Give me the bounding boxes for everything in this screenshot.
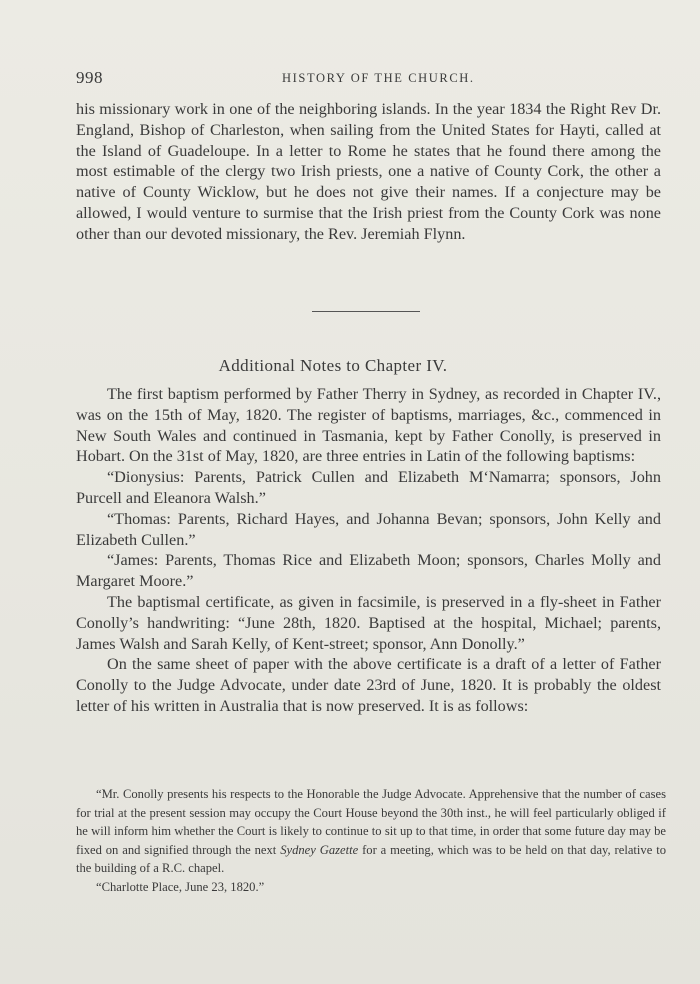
continuation-paragraph-block [76, 99, 661, 245]
baptism-entry-james: “James: Parents, Thomas Rice and Elizabeth Moon; sponsors, Charles Molly and Margaret Moore.” [76, 551, 661, 591]
section-title-block [0, 356, 700, 376]
notes-paragraph-2: The baptismal certificate, as given in facsimile, is preserved in a fly-sheet in Father Conolly’s handwriting: “June 28th, 1820. Baptised at the hospital, Michael; parents, James Walsh and Sarah Kelly, of Kent-street; sponsor, Ann Donolly.” [76, 592, 661, 653]
newspaper-name: Sydney Gazette [280, 842, 359, 857]
letter-text [76, 785, 666, 878]
continuation-paragraph: his missionary work in one of the neighboring islands. In the year 1834 the Right Rev Dr. England, Bishop of Charleston, when sailing from the United States for Hayti, called at the Island of Guadeloupe. In a letter to Rome he states that he found there among the most estimable of the clergy two Irish priests, one a native of County Cork, the other a native of County Wicklow, but he does not give their names. If a conjecture may be allowed, I would venture to surmise that the Irish priest from the County Cork was none other than our devoted missionary, the Rev. Jeremiah Flynn. [76, 100, 661, 243]
section-divider [312, 311, 420, 312]
letter-text-after: for a meeting, which was to be held on that day, relative to the building of a R.C. chapel. [76, 842, 666, 875]
page-header [76, 68, 662, 88]
notes-body [76, 384, 661, 717]
section-title: Additional Notes to Chapter IV. [218, 356, 448, 375]
notes-paragraph-3: On the same sheet of paper with the above certificate is a draft of a letter of Father Conolly to the Judge Advocate, under date 23rd of June, 1820. It is probably the oldest letter of his written in Australia that is now preserved. It is as follows: [76, 655, 661, 715]
letter-quote [76, 785, 666, 896]
baptism-entry-dionysius: “Dionysius: Parents, Patrick Cullen and Elizabeth M‘Namarra; sponsors, John Purcell and Eleanora Walsh.” [76, 468, 661, 507]
letter-text-before: “Mr. Conolly presents his respects to the Honorable the Judge Advocate. Apprehensive that the number of cases for trial at the present session may occupy the Court House beyond the 30th inst., he will feel particularly obliged if he will inform him whether the Court is likely to continue to sit up to that time, in order that some future day may be fixed on and signified through the next [76, 787, 666, 857]
baptism-entry-thomas: “Thomas: Parents, Richard Hayes, and Johanna Bevan; sponsors, John Kelly and Elizabeth Cullen.” [76, 509, 661, 549]
running-head: HISTORY OF THE CHURCH. [282, 71, 475, 85]
letter-signoff: “Charlotte Place, June 23, 1820.” [96, 879, 265, 894]
page-number: 998 [76, 68, 103, 87]
notes-paragraph-1: The first baptism performed by Father Therry in Sydney, as recorded in Chapter IV., was on the 15th of May, 1820. The register of baptisms, marriages, &c., commenced in New South Wales and continued in Tasmania, kept by Father Conolly, is preserved in Hobart. On the 31st of May, 1820, are three entries in Latin of the following baptisms: [76, 385, 661, 466]
